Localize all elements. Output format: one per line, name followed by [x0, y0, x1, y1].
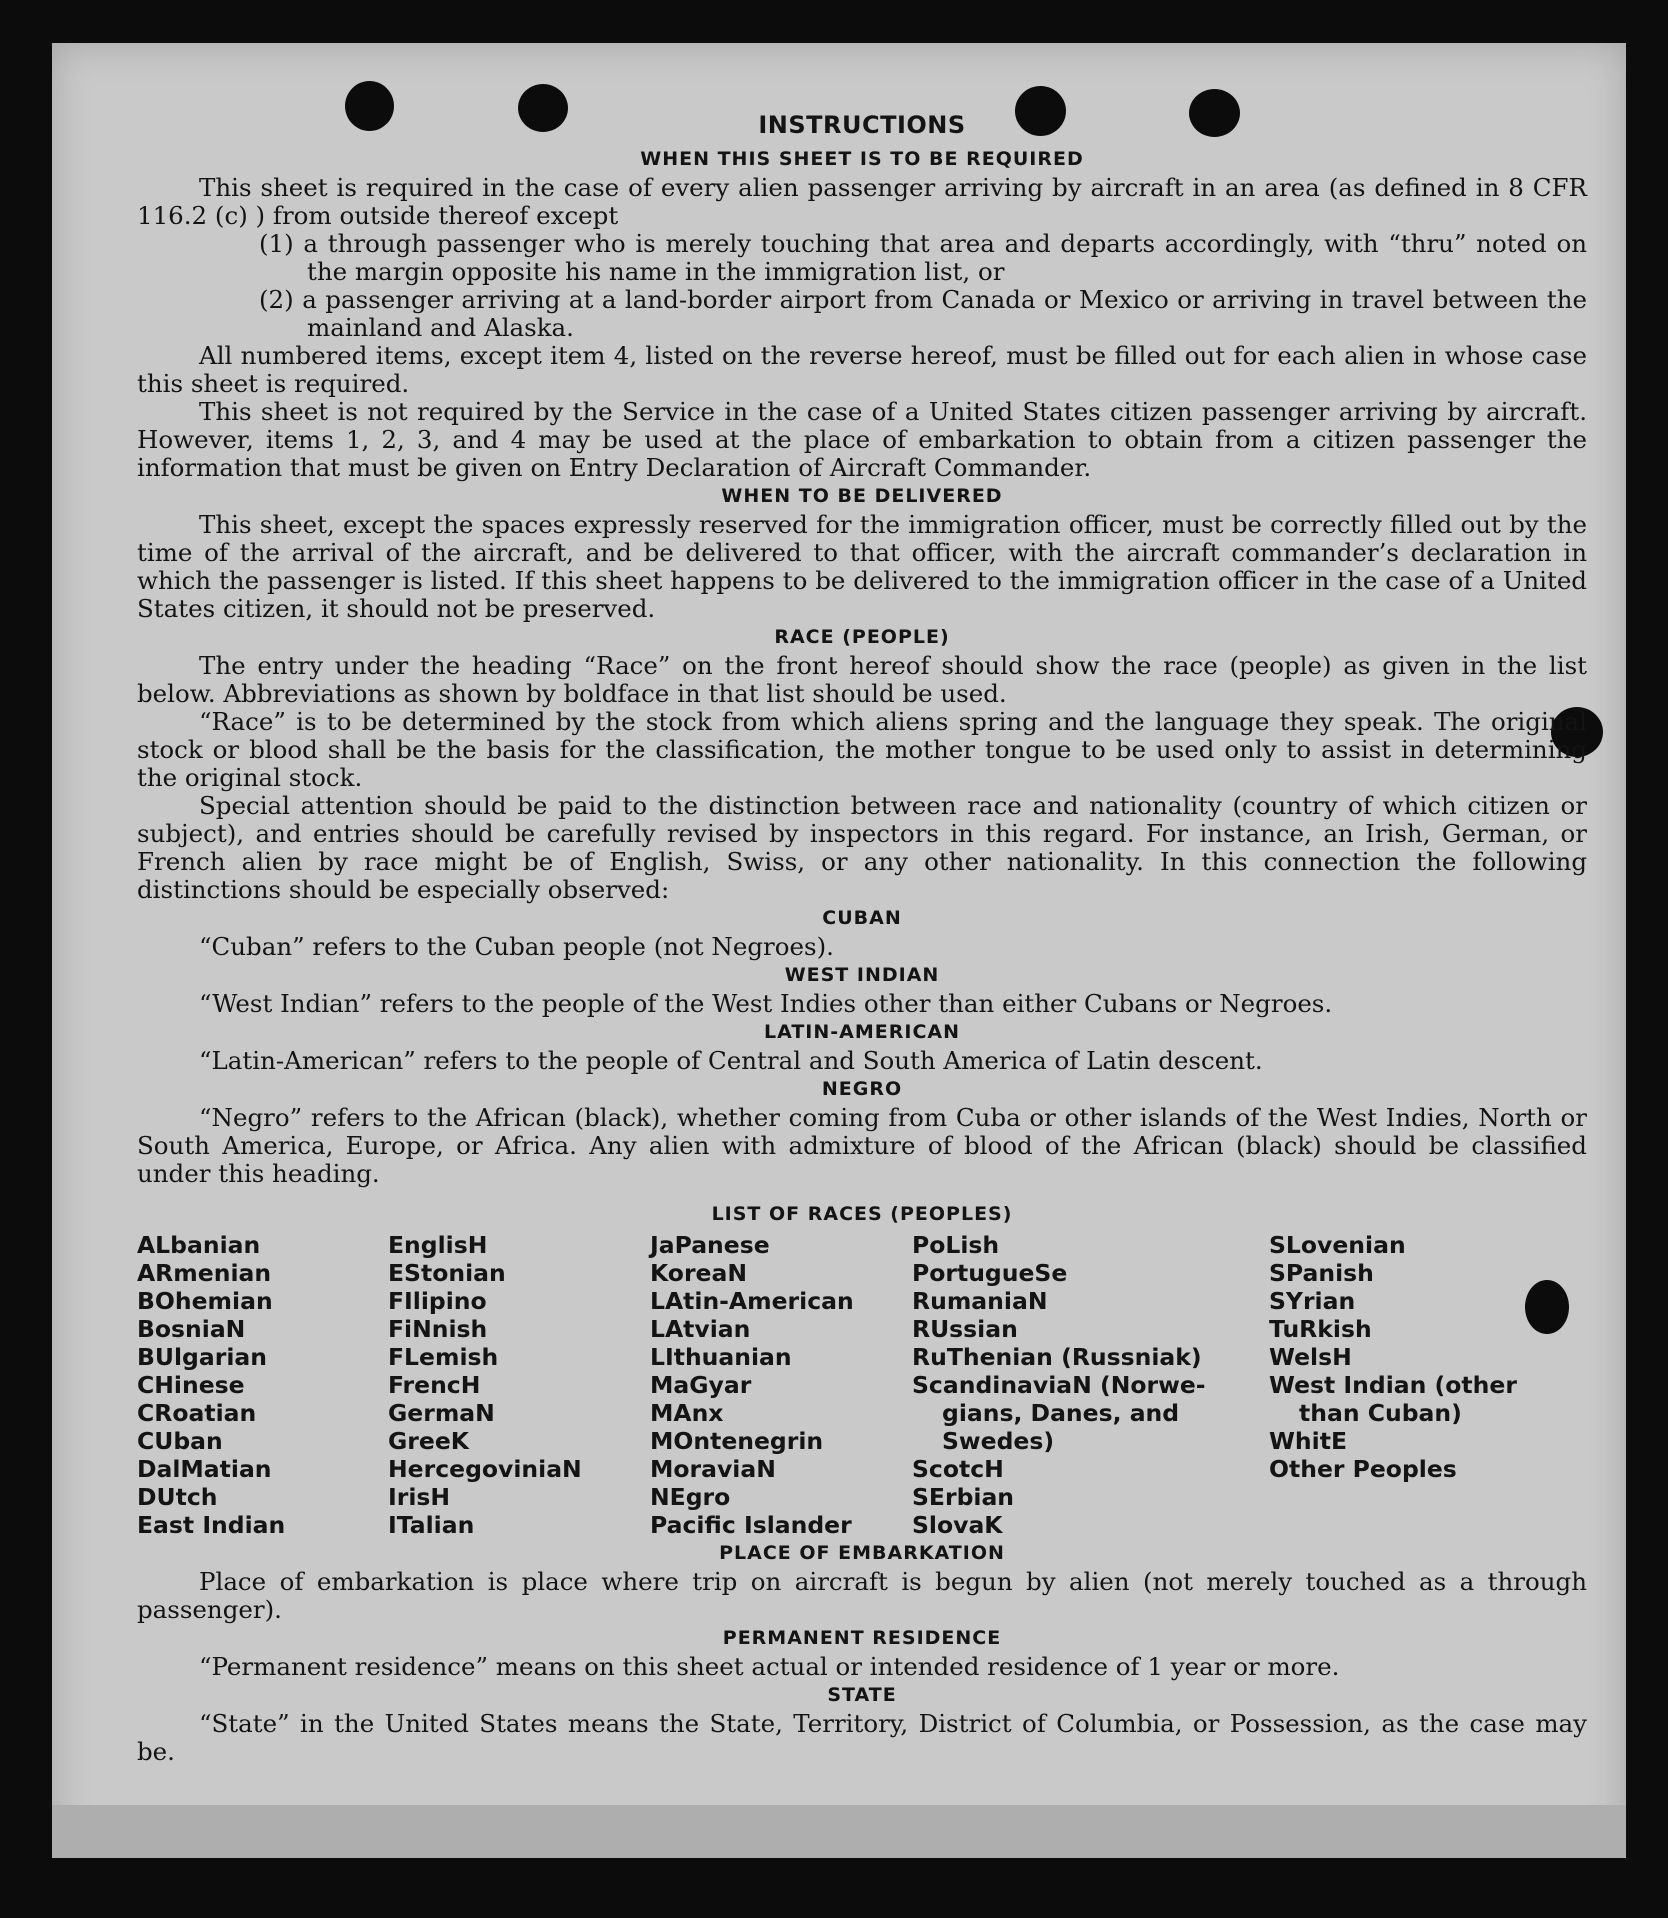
paragraph: This sheet is required in the case of every alien passenger arriving by aircraft in an area (as defined in 8 CFR 116.2 (c) ) from outside thereof except: [137, 173, 1587, 230]
race-entry: GreeK: [388, 1427, 469, 1455]
instructions-content: [137, 105, 1587, 1766]
race-entry: PortugueSe: [912, 1259, 1068, 1287]
document-sheet: [52, 43, 1626, 1858]
race-entry: SErbian: [912, 1483, 1015, 1511]
heading-negro: NEGRO: [821, 1078, 903, 1100]
race-entry: BosniaN: [137, 1315, 246, 1343]
paragraph: All numbered items, except item 4, listed on the reverse hereof, must be filled out for each alien in whose case this sheet is required.: [137, 341, 1587, 398]
race-entry: West Indian (other: [1269, 1371, 1517, 1399]
race-entry: ScotcH: [912, 1455, 1004, 1483]
page-title: INSTRUCTIONS: [758, 111, 966, 139]
heading-list-of-races: LIST OF RACES (PEOPLES): [711, 1203, 1013, 1225]
race-entry: CHinese: [137, 1371, 245, 1399]
paragraph: Special attention should be paid to the distinction between race and nationality (country of which citizen or subject), and entries should be carefully revised by inspectors in this regard. For instance, an Irish, German, or French alien by race might be of English, Swiss, or any other nationality. In this connection the following distinctions should be especially observed:: [137, 791, 1587, 904]
race-entry: RuThenian (Russniak): [912, 1343, 1202, 1371]
race-entry: Swedes): [942, 1427, 1055, 1455]
races-list: [137, 1231, 1587, 1539]
race-entry: JaPanese: [650, 1231, 770, 1259]
race-entry: East Indian: [137, 1511, 286, 1539]
race-entry: BOhemian: [137, 1287, 273, 1315]
race-entry: FiNnish: [388, 1315, 488, 1343]
race-entry: WhitE: [1269, 1427, 1347, 1455]
race-entry: LAtvian: [650, 1315, 751, 1343]
races-column: [388, 1231, 650, 1539]
race-entry: SlovaK: [912, 1511, 1003, 1539]
race-entry: DUtch: [137, 1483, 218, 1511]
race-entry: ARmenian: [137, 1259, 272, 1287]
race-entry: TuRkish: [1269, 1315, 1372, 1343]
heading-when-delivered: WHEN TO BE DELIVERED: [721, 485, 1003, 507]
race-entry: SYrian: [1269, 1287, 1356, 1315]
race-entry: DalMatian: [137, 1455, 272, 1483]
races-column: [137, 1231, 388, 1539]
heading-cuban: CUBAN: [822, 907, 902, 929]
race-entry: CRoatian: [137, 1399, 257, 1427]
race-entry: SPanish: [1269, 1259, 1374, 1287]
race-entry: CUban: [137, 1427, 223, 1455]
race-entry: than Cuban): [1299, 1399, 1462, 1427]
heading-west-indian: WEST INDIAN: [784, 964, 940, 986]
race-entry: Other Peoples: [1269, 1455, 1457, 1483]
paragraph: This sheet is not required by the Service in the case of a United States citizen passenger arriving by aircraft. However, items 1, 2, 3, and 4 may be used at the place of embarkation to obtain from a citizen passenger the information that must be given on Entry Declaration of Aircraft Commander.: [137, 397, 1587, 482]
heading-permanent-residence: PERMANENT RESIDENCE: [722, 1627, 1002, 1649]
paragraph: “Latin-American” refers to the people of Central and South America of Latin descent.: [199, 1046, 1263, 1075]
race-entry: FIlipino: [388, 1287, 487, 1315]
race-entry: KoreaN: [650, 1259, 747, 1287]
paragraph: This sheet, except the spaces expressly reserved for the immigration officer, must be correctly filled out by the time of the arrival of the aircraft, and be delivered to that officer, with the aircraft commander’s declaration in which the passenger is listed. If this sheet happens to be delivered to the immigration officer in the case of a United States citizen, it should not be preserved.: [137, 510, 1587, 623]
paragraph: “Race” is to be determined by the stock from which aliens spring and the language they speak. The original stock or blood shall be the basis for the classification, the mother tongue to be used only to assist in determining the original stock.: [137, 707, 1587, 792]
paragraph: The entry under the heading “Race” on the front hereof should show the race (people) as given in the list below. Abbreviations as shown by boldface in that list should be used.: [137, 651, 1587, 708]
race-entry: GermaN: [388, 1399, 495, 1427]
paragraph: “Cuban” refers to the Cuban people (not Negroes).: [199, 932, 834, 961]
races-column: [1269, 1231, 1569, 1539]
race-entry: RUssian: [912, 1315, 1018, 1343]
race-entry: gians, Danes, and: [942, 1399, 1180, 1427]
race-entry: MaGyar: [650, 1371, 752, 1399]
heading-place-of-embarkation: PLACE OF EMBARKATION: [719, 1542, 1005, 1564]
race-entry: HercegoviniaN: [388, 1455, 582, 1483]
race-entry: ALbanian: [137, 1231, 261, 1259]
race-entry: WelsH: [1269, 1343, 1352, 1371]
race-entry: FLemish: [388, 1343, 499, 1371]
heading-state: STATE: [827, 1684, 897, 1706]
races-column: [650, 1231, 912, 1539]
list-item: (1) a through passenger who is merely touching that area and departs accordingly, with “thru” noted on the margin opposite his name in the immigration list, or: [259, 229, 1587, 286]
race-entry: MOntenegrin: [650, 1427, 824, 1455]
paragraph: “State” in the United States means the State, Territory, District of Columbia, or Possession, as the case may be.: [137, 1709, 1587, 1766]
race-entry: RumaniaN: [912, 1287, 1048, 1315]
race-entry: SLovenian: [1269, 1231, 1406, 1259]
heading-race: RACE (PEOPLE): [774, 626, 950, 648]
paragraph: “West Indian” refers to the people of the West Indies other than either Cubans or Negroes.: [199, 989, 1333, 1018]
race-entry: LAtin-American: [650, 1287, 854, 1315]
heading-latin-american: LATIN-AMERICAN: [764, 1021, 960, 1043]
race-entry: LIthuanian: [650, 1343, 792, 1371]
race-entry: EStonian: [388, 1259, 506, 1287]
race-entry: ITalian: [388, 1511, 475, 1539]
page-fold: [52, 1805, 1626, 1858]
list-item: (2) a passenger arriving at a land-border airport from Canada or Mexico or arriving in travel between the mainland and Alaska.: [259, 285, 1587, 342]
race-entry: Pacific Islander: [650, 1511, 852, 1539]
race-entry: PoLish: [912, 1231, 1000, 1259]
race-entry: ScandinaviaN (Norwe-: [912, 1371, 1206, 1399]
race-entry: IrisH: [388, 1483, 451, 1511]
race-entry: EnglisH: [388, 1231, 488, 1259]
race-entry: NEgro: [650, 1483, 731, 1511]
races-column: [912, 1231, 1269, 1539]
race-entry: MAnx: [650, 1399, 724, 1427]
race-entry: BUlgarian: [137, 1343, 267, 1371]
paragraph: Place of embarkation is place where trip on aircraft is begun by alien (not merely touched as a through passenger).: [137, 1567, 1587, 1624]
paragraph: “Permanent residence” means on this sheet actual or intended residence of 1 year or more.: [199, 1652, 1340, 1681]
race-entry: FrencH: [388, 1371, 481, 1399]
paragraph: “Negro” refers to the African (black), whether coming from Cuba or other islands of the West Indies, North or South America, Europe, or Africa. Any alien with admixture of blood of the African (black) should be classified under this heading.: [137, 1103, 1587, 1188]
race-entry: MoraviaN: [650, 1455, 776, 1483]
heading-when-required: WHEN THIS SHEET IS TO BE REQUIRED: [640, 148, 1084, 170]
